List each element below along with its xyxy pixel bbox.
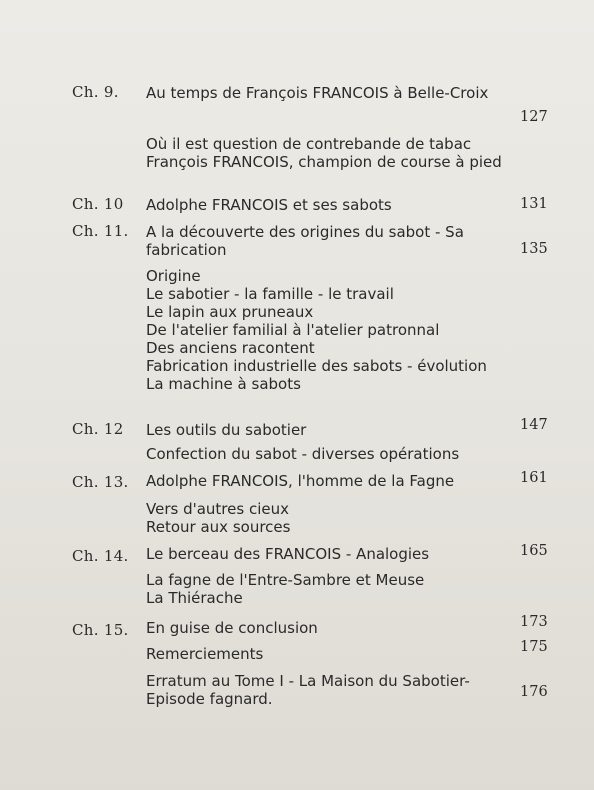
subsection-item: Retour aux sources: [146, 518, 291, 536]
chapter-number: Ch. 12: [72, 420, 124, 438]
section-title: Erratum au Tome I - La Maison du Sabotier-Episode fagnard.: [146, 672, 470, 708]
page-number: 176: [520, 684, 548, 700]
subsection-item: Confection du sabot - diverses opérations: [146, 445, 460, 463]
chapter-title: Au temps de François FRANCOIS à Belle-Croix: [146, 84, 489, 102]
subsection-item: François FRANCOIS, champion de course à pied: [146, 153, 502, 171]
chapter-number: Ch. 15.: [72, 621, 129, 639]
subsection-item: Origine: [146, 267, 201, 285]
subsection-item: La fagne de l'Entre-Sambre et Meuse: [146, 571, 425, 589]
chapter-title: En guise de conclusion: [146, 619, 318, 637]
subsection-list: [146, 445, 508, 463]
subsection-item: Vers d'autres cieux: [146, 500, 289, 518]
page-number: 131: [520, 196, 548, 212]
chapter-number: Ch. 13.: [72, 473, 129, 491]
page-number: 165: [520, 543, 548, 559]
page-number: 147: [520, 417, 548, 433]
page-number: 127: [520, 109, 548, 125]
subsection-item: Le lapin aux pruneaux: [146, 303, 314, 321]
subsection-item: Fabrication industrielle des sabots - évolution: [146, 357, 487, 375]
chapter-number: Ch. 10: [72, 195, 124, 213]
chapter-title: Les outils du sabotier: [146, 421, 307, 439]
chapter-title: Le berceau des FRANCOIS - Analogies: [146, 545, 430, 563]
subsection-list: [146, 500, 508, 536]
page-number: 175: [520, 639, 548, 655]
subsection-item: Le sabotier - la famille - le travail: [146, 285, 394, 303]
subsection-item: Des anciens racontent: [146, 339, 315, 357]
page-number: 135: [520, 241, 548, 257]
subsection-list: [146, 135, 508, 171]
page-number: 161: [520, 470, 548, 486]
chapter-title: Adolphe FRANCOIS et ses sabots: [146, 196, 392, 214]
chapter-number: Ch. 11.: [72, 222, 129, 240]
subsection-item: De l'atelier familial à l'atelier patronnal: [146, 321, 440, 339]
chapter-title: Adolphe FRANCOIS, l'homme de la Fagne: [146, 472, 455, 490]
subsection-list: [146, 267, 508, 393]
chapter-title: A la découverte des origines du sabot - Sa fabrication: [146, 223, 464, 259]
chapter-number: Ch. 9.: [72, 83, 119, 101]
subsection-item: La Thiérache: [146, 589, 243, 607]
subsection-item: La machine à sabots: [146, 375, 301, 393]
page-number: 173: [520, 614, 548, 630]
subsection-item: Où il est question de contrebande de tabac: [146, 135, 472, 153]
chapter-number: Ch. 14.: [72, 547, 129, 565]
section-title: Remerciements: [146, 645, 264, 663]
subsection-list: [146, 571, 508, 607]
